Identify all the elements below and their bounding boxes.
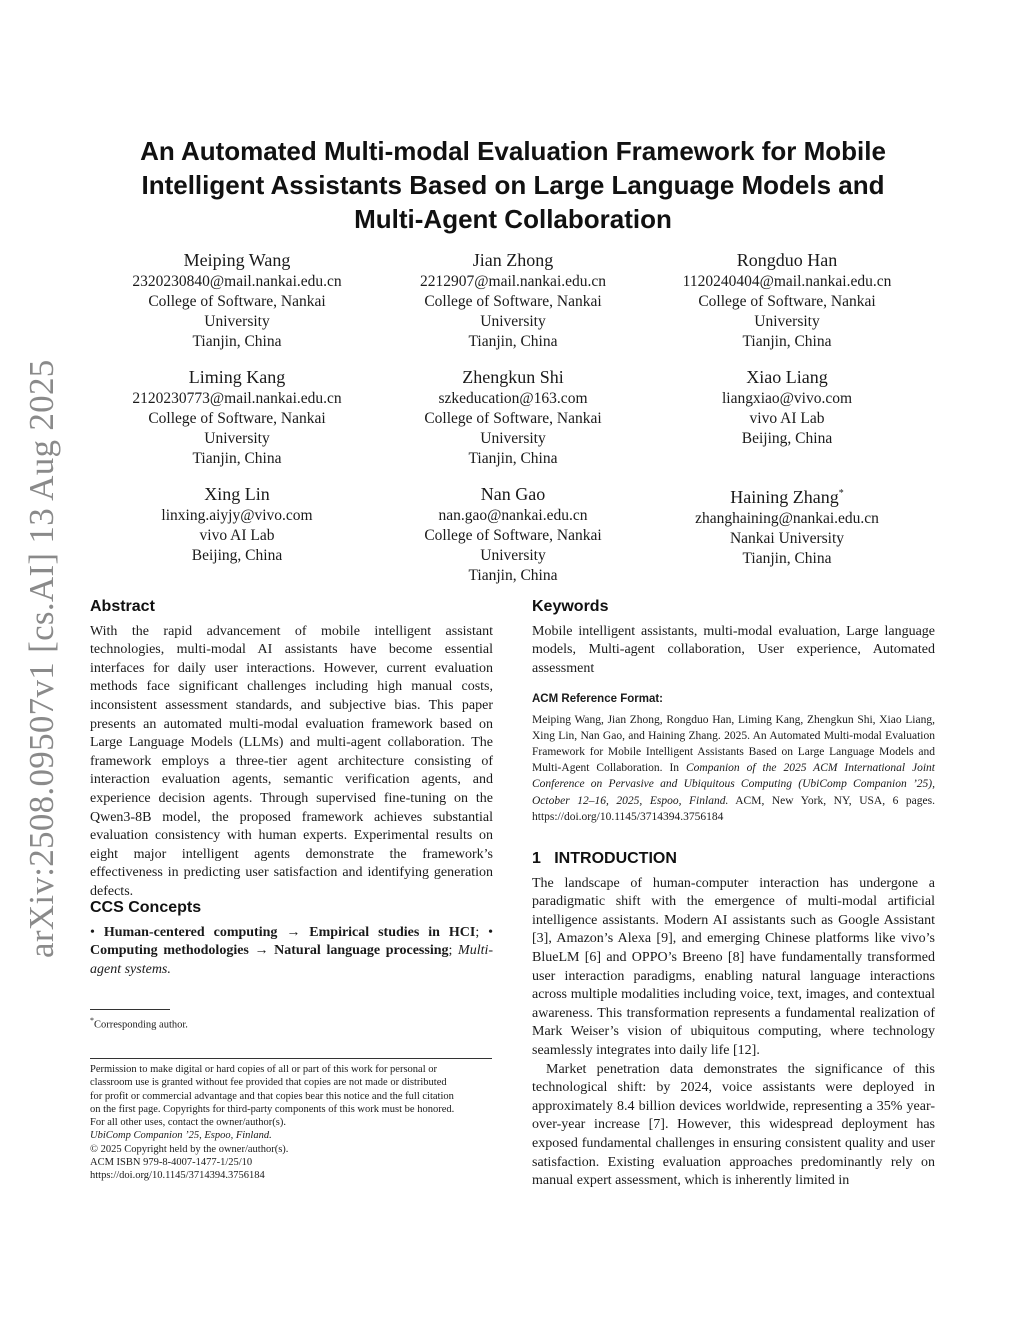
footnote: *Corresponding author.: [90, 1016, 188, 1031]
author-card: [652, 365, 922, 449]
author-email[interactable]: liangxiao@vivo.com: [721, 390, 853, 407]
keywords-text: Mobile intelligent assistants, multi-modal evaluation, Large language models, Multi-agent collaboration, User experience, Automated assessment: [532, 623, 935, 676]
footnote-text: Corresponding author.: [94, 1019, 188, 1031]
keywords-heading: Keywords: [532, 598, 609, 615]
author-affiliation: College of Software, Nankai: [424, 527, 602, 544]
permission-line: classroom use is granted without fee provided that copies are not made or distributed: [90, 1077, 447, 1089]
author-email[interactable]: 2320230840@mail.nankai.edu.cn: [132, 273, 342, 290]
ccs-concept: Computing methodologies: [90, 943, 249, 959]
ccs-separator: ;: [475, 924, 480, 940]
ccs-concept: Empirical studies in HCI: [309, 924, 476, 940]
permission-rule: [90, 1058, 492, 1059]
permission-block: [90, 1063, 493, 1183]
author-affiliation: University: [204, 430, 270, 447]
author-card: [102, 482, 372, 566]
permission-isbn: ACM ISBN 979-8-4007-1477-1/25/10: [90, 1157, 253, 1169]
acm-reference-publisher: ACM, New York, NY, USA, 6 pages. https://doi.org/10.1145/3714394.3756184: [532, 794, 935, 823]
author-location: Tianjin, China: [192, 450, 282, 467]
author-name: Meiping Wang: [183, 250, 291, 270]
author-location: Beijing, China: [191, 547, 283, 564]
author-card: [652, 482, 922, 569]
author-email[interactable]: linxing.aiyjy@vivo.com: [161, 507, 313, 524]
author-name: Liming Kang: [188, 367, 286, 387]
author-name: Xiao Liang: [746, 367, 828, 387]
ccs-arrow: →: [254, 943, 269, 959]
acm-reference-section: [532, 690, 935, 825]
acm-reference-text: [532, 712, 935, 825]
author-affiliation: College of Software, Nankai: [148, 293, 326, 310]
introduction-paragraph: Market penetration data demonstrates the significance of this technological shift: by 2024, voice assistants were deployed in approximately 8.4 billion devices worldwide, representing a 35% year-over-year increase [7]. However, this widespread deployment has exposed fundamental challenges in ensuring consistent quality and user satisfaction. Existing evaluation approaches predominantly rely on manual expert assessment, which is inherently limited in: [532, 1061, 935, 1189]
permission-line: for profit or commercial advantage and that copies bear this notice and the full citation: [90, 1090, 454, 1102]
author-location: Tianjin, China: [468, 567, 558, 584]
author-affiliation: Nankai University: [729, 530, 845, 547]
author-affiliation: College of Software, Nankai: [424, 410, 602, 427]
author-name: Zhengkun Shi: [462, 367, 564, 387]
author-affiliation: University: [754, 313, 820, 330]
ccs-concept: Multi-agent systems.: [90, 943, 494, 977]
ccs-separator: ;: [448, 943, 453, 959]
permission-line: on the first page. Copyrights for third-party components of this work must be honored.: [90, 1103, 455, 1115]
keywords-section: [532, 598, 935, 678]
ccs-section: [90, 899, 493, 979]
author-location: Tianjin, China: [468, 450, 558, 467]
title-line-2: Intelligent Assistants Based on Large Language Models and: [141, 170, 885, 200]
author-email[interactable]: 2212907@mail.nankai.edu.cn: [419, 273, 607, 290]
author-name: Nan Gao: [480, 484, 546, 504]
permission-line: For all other uses, contact the owner/author(s).: [90, 1117, 286, 1129]
author-affiliation: College of Software, Nankai: [424, 293, 602, 310]
author-card: [378, 248, 648, 352]
title-line-1: An Automated Multi-modal Evaluation Framework for Mobile: [140, 136, 886, 166]
author-affiliation: College of Software, Nankai: [698, 293, 876, 310]
author-affiliation: University: [480, 313, 546, 330]
ccs-heading: CCS Concepts: [90, 899, 202, 916]
author-email[interactable]: nan.gao@nankai.edu.cn: [438, 507, 588, 524]
permission-copyright: © 2025 Copyright held by the owner/author(s).: [90, 1143, 289, 1155]
author-affiliation: University: [204, 313, 270, 330]
acm-reference-citation: Meiping Wang, Jian Zhong, Rongduo Han, Liming Kang, Zhengkun Shi, Xiao Liang, Xing Lin, Nan Gao, and Haining Zhang. 2025. An Automated Multi-modal Evaluation Framework for Mobile Intelligent Assistants Based on Large Language Models and Multi-Agent Collaboration. In: [532, 713, 935, 775]
introduction-section: [532, 850, 935, 1191]
author-location: Tianjin, China: [192, 333, 282, 350]
author-name: Haining Zhang: [730, 487, 839, 507]
title-line-3: Multi-Agent Collaboration: [354, 204, 672, 234]
author-name: Xing Lin: [204, 484, 270, 504]
acm-reference-heading: ACM Reference Format:: [532, 693, 663, 705]
corresponding-marker: *: [838, 488, 844, 499]
arxiv-stamp: arXiv:2508.09507v1 [cs.AI] 13 Aug 2025: [22, 359, 61, 958]
ccs-concept: Natural language processing: [274, 943, 449, 959]
author-email[interactable]: 2120230773@mail.nankai.edu.cn: [132, 390, 342, 407]
permission-venue: UbiComp Companion ’25, Espoo, Finland.: [90, 1130, 272, 1142]
author-affiliation: University: [480, 547, 546, 564]
author-card: [378, 482, 648, 586]
author-affiliation: College of Software, Nankai: [148, 410, 326, 427]
ccs-concept: Human-centered computing: [103, 924, 278, 940]
author-name-row: [652, 482, 922, 509]
introduction-heading: 1 INTRODUCTION: [532, 850, 677, 867]
ccs-concepts: • Human-centered computing → Empirical studies in HCI; • Computing methodologies → Natural language processing; Multi-agent systems.: [90, 924, 494, 977]
author-location: Tianjin, China: [468, 333, 558, 350]
abstract-heading: Abstract: [90, 598, 155, 615]
author-location: Beijing, China: [741, 430, 833, 447]
author-card: [102, 365, 372, 469]
author-card: [652, 248, 922, 352]
author-affiliation: vivo AI Lab: [749, 410, 825, 427]
author-card: [102, 248, 372, 352]
author-email[interactable]: szkeducation@163.com: [438, 390, 588, 407]
acm-reference-venue: Companion of the 2025 ACM International Joint Conference on Pervasive and Ubiquitous Computing (UbiComp Companion ’25), October 12–16, 2025, Espoo, Finland.: [532, 762, 935, 807]
paper-title: [90, 134, 936, 236]
footnote-rule: [90, 1009, 170, 1010]
author-affiliation: vivo AI Lab: [199, 527, 275, 544]
author-name: Rongduo Han: [736, 250, 838, 270]
author-card: [378, 365, 648, 469]
author-location: Tianjin, China: [742, 550, 832, 567]
author-affiliation: University: [480, 430, 546, 447]
ccs-arrow: →: [286, 924, 301, 940]
permission-doi[interactable]: https://doi.org/10.1145/3714394.3756184: [90, 1170, 265, 1182]
author-location: Tianjin, China: [742, 333, 832, 350]
author-name: Jian Zhong: [472, 250, 554, 270]
abstract-text: With the rapid advancement of mobile intelligent assistant technologies, multi-modal AI assistants have become essential interfaces for daily user interactions. However, current evaluation methods face significant challenges including high manual costs, inconsistent assessment standards, and subjective bias. This paper presents an automated multi-modal evaluation framework based on Large Language Models (LLMs) and multi-agent collaboration. The framework employs a three-tier agent architecture consisting of interaction evaluation agents, semantic verification agents, and experience decision agents. Through supervised fine-tuning on the Qwen3-8B model, the proposed framework achieves substantial evaluation consistency with human experts. Experimental results on eight major intelligent agents demonstrate the framework’s effectiveness in predicting user satisfaction and identifying generation defects.: [90, 623, 493, 899]
abstract-section: [90, 598, 493, 902]
introduction-paragraph: The landscape of human-computer interaction has undergone a paradigmatic shift with the emergence of multi-modal artificial intelligence assistants. Modern AI assistants such as Google Assistant [3], Amazon’s Alexa [9], and emerging Chinese platforms like vivo’s BlueLM [6] and OPPO’s Breeno [8] have fundamentally transformed user interaction paradigms, enabling natural language interactions across multiple modalities including voice, text, images, and contextual awareness. This transformation represents a fundamental realization of Mark Weiser’s vision of ubiquitous computing, where technology seamlessly integrates into daily life [12].: [532, 875, 935, 1058]
permission-line: Permission to make digital or hard copies of all or part of this work for personal or: [90, 1064, 438, 1075]
author-email[interactable]: 1120240404@mail.nankai.edu.cn: [682, 273, 892, 290]
author-email[interactable]: zhanghaining@nankai.edu.cn: [695, 510, 879, 527]
